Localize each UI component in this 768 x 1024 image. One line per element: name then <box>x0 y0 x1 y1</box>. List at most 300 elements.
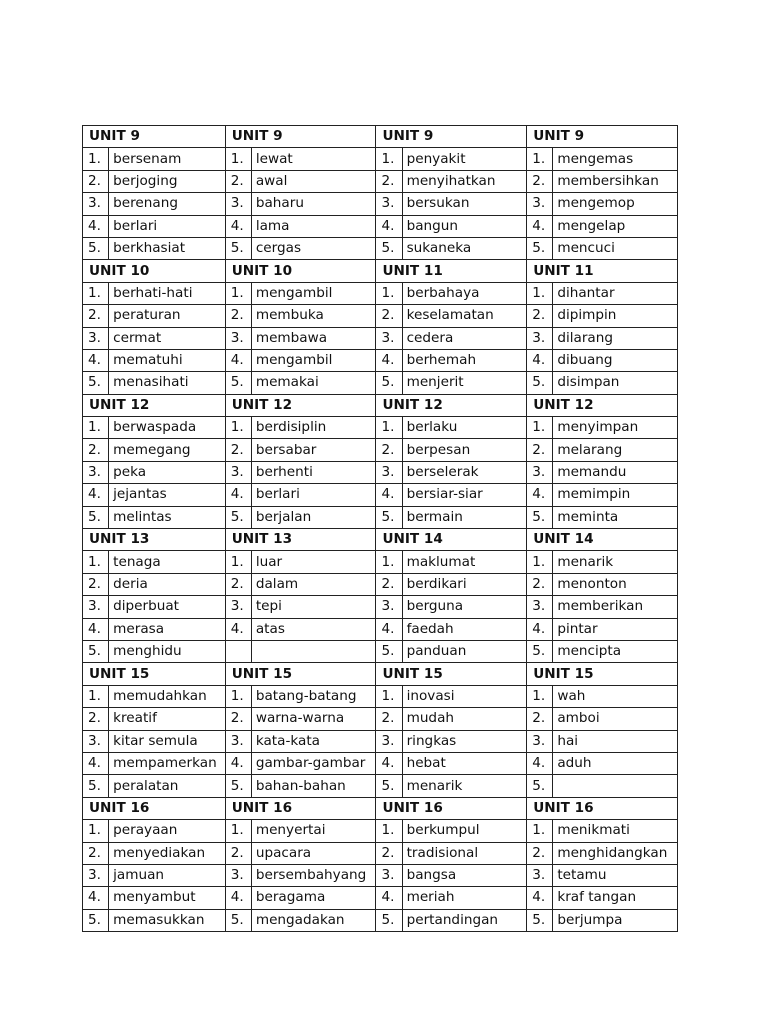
item-number: 5. <box>527 775 553 797</box>
vocabulary-word: baharu <box>251 193 376 215</box>
item-number: 5. <box>527 237 553 259</box>
table-row <box>83 237 678 259</box>
table-row <box>83 170 678 192</box>
vocabulary-word: disimpan <box>553 372 678 394</box>
item-number: 5. <box>83 909 109 931</box>
item-number: 2. <box>83 842 109 864</box>
item-number: 4. <box>527 752 553 774</box>
item-number: 1. <box>83 417 109 439</box>
vocabulary-word: menasihati <box>109 372 226 394</box>
unit-header: UNIT 9 <box>376 126 527 148</box>
item-number: 5. <box>225 506 251 528</box>
table-row <box>83 842 678 864</box>
vocabulary-word: tetamu <box>553 864 678 886</box>
table-row <box>83 618 678 640</box>
vocabulary-word: upacara <box>251 842 376 864</box>
item-number: 5. <box>225 909 251 931</box>
item-number: 4. <box>225 215 251 237</box>
item-number: 3. <box>527 461 553 483</box>
item-number: 4. <box>83 618 109 640</box>
item-number: 4. <box>527 215 553 237</box>
vocabulary-word: mencipta <box>553 640 678 662</box>
item-number: 4. <box>83 484 109 506</box>
vocabulary-word: inovasi <box>402 685 527 707</box>
item-number: 1. <box>225 551 251 573</box>
vocabulary-word: menarik <box>402 775 527 797</box>
item-number: 5. <box>376 372 402 394</box>
item-number: 2. <box>225 573 251 595</box>
item-number: 1. <box>225 282 251 304</box>
unit-header: UNIT 11 <box>376 260 527 282</box>
unit-header: UNIT 15 <box>376 663 527 685</box>
item-number: 4. <box>376 618 402 640</box>
unit-header: UNIT 12 <box>527 394 678 416</box>
item-number: 2. <box>225 842 251 864</box>
item-number: 1. <box>527 282 553 304</box>
item-number: 5. <box>83 640 109 662</box>
vocabulary-word: membuka <box>251 305 376 327</box>
vocabulary-word: berkhasiat <box>109 237 226 259</box>
vocabulary-word: amboi <box>553 708 678 730</box>
vocabulary-word: berbahaya <box>402 282 527 304</box>
vocabulary-word: merasa <box>109 618 226 640</box>
item-number: 4. <box>225 887 251 909</box>
item-number: 2. <box>225 439 251 461</box>
vocabulary-word: mencuci <box>553 237 678 259</box>
item-number: 1. <box>527 417 553 439</box>
vocabulary-word: menghidangkan <box>553 842 678 864</box>
vocabulary-word: cedera <box>402 327 527 349</box>
item-number: 1. <box>376 820 402 842</box>
vocabulary-word: warna-warna <box>251 708 376 730</box>
vocabulary-word: memakai <box>251 372 376 394</box>
item-number: 5. <box>376 909 402 931</box>
vocabulary-word: mengambil <box>251 282 376 304</box>
vocabulary-word: awal <box>251 170 376 192</box>
item-number: 2. <box>527 170 553 192</box>
item-number: 1. <box>83 551 109 573</box>
unit-header: UNIT 12 <box>376 394 527 416</box>
item-number: 5. <box>83 372 109 394</box>
item-number: 5. <box>376 775 402 797</box>
unit-header: UNIT 9 <box>83 126 226 148</box>
vocabulary-word: berlaku <box>402 417 527 439</box>
table-row <box>83 887 678 909</box>
vocabulary-word: berjumpa <box>553 909 678 931</box>
table-row <box>83 439 678 461</box>
table-row <box>83 775 678 797</box>
unit-header: UNIT 12 <box>225 394 376 416</box>
item-number: 1. <box>376 282 402 304</box>
unit-header: UNIT 15 <box>527 663 678 685</box>
item-number: 5. <box>83 775 109 797</box>
item-number: 2. <box>225 305 251 327</box>
item-number: 3. <box>376 327 402 349</box>
vocabulary-word: batang-batang <box>251 685 376 707</box>
unit-header-row <box>83 663 678 685</box>
vocabulary-word: tradisional <box>402 842 527 864</box>
vocabulary-word: dalam <box>251 573 376 595</box>
vocabulary-word: lama <box>251 215 376 237</box>
unit-header: UNIT 12 <box>83 394 226 416</box>
vocabulary-word: berkumpul <box>402 820 527 842</box>
item-number: 3. <box>376 864 402 886</box>
vocabulary-word: berpesan <box>402 439 527 461</box>
item-number: 2. <box>527 305 553 327</box>
table-row <box>83 730 678 752</box>
unit-header: UNIT 9 <box>225 126 376 148</box>
item-number: 1. <box>225 685 251 707</box>
item-number: 2. <box>83 439 109 461</box>
vocabulary-word: hai <box>553 730 678 752</box>
item-number: 3. <box>225 730 251 752</box>
item-number: 2. <box>83 170 109 192</box>
vocabulary-word: peka <box>109 461 226 483</box>
item-number: 4. <box>376 887 402 909</box>
item-number: 1. <box>83 148 109 170</box>
item-number: 5. <box>225 775 251 797</box>
vocabulary-table <box>82 125 678 932</box>
item-number: 2. <box>376 708 402 730</box>
vocabulary-word: berhati-hati <box>109 282 226 304</box>
unit-header: UNIT 13 <box>83 529 226 551</box>
table-row <box>83 349 678 371</box>
table-row <box>83 148 678 170</box>
item-number: 2. <box>527 439 553 461</box>
vocabulary-word: memberikan <box>553 596 678 618</box>
item-number: 2. <box>376 170 402 192</box>
item-number: 1. <box>527 148 553 170</box>
vocabulary-word: mudah <box>402 708 527 730</box>
unit-header: UNIT 16 <box>527 797 678 819</box>
item-number: 5. <box>225 237 251 259</box>
vocabulary-word: bermain <box>402 506 527 528</box>
vocabulary-word: bahan-bahan <box>251 775 376 797</box>
item-number: 3. <box>527 730 553 752</box>
vocabulary-word: kraf tangan <box>553 887 678 909</box>
unit-header-row <box>83 126 678 148</box>
vocabulary-word: menarik <box>553 551 678 573</box>
vocabulary-word: memegang <box>109 439 226 461</box>
vocabulary-word: bersembahyang <box>251 864 376 886</box>
item-number: 3. <box>376 596 402 618</box>
item-number: 1. <box>83 820 109 842</box>
item-number: 1. <box>376 417 402 439</box>
vocabulary-word: mengemas <box>553 148 678 170</box>
item-number: 3. <box>376 461 402 483</box>
vocabulary-word: tepi <box>251 596 376 618</box>
vocabulary-word: mengadakan <box>251 909 376 931</box>
vocabulary-word: gambar-gambar <box>251 752 376 774</box>
item-number: 3. <box>527 327 553 349</box>
vocabulary-word: panduan <box>402 640 527 662</box>
vocabulary-word: berguna <box>402 596 527 618</box>
vocabulary-word: mematuhi <box>109 349 226 371</box>
vocabulary-word: luar <box>251 551 376 573</box>
vocabulary-word: berdikari <box>402 573 527 595</box>
vocabulary-word: menghidu <box>109 640 226 662</box>
table-row <box>83 864 678 886</box>
item-number: 1. <box>83 282 109 304</box>
item-number: 5. <box>376 640 402 662</box>
vocabulary-word: memudahkan <box>109 685 226 707</box>
table-row <box>83 305 678 327</box>
vocabulary-word: diperbuat <box>109 596 226 618</box>
item-number: 4. <box>225 752 251 774</box>
vocabulary-word: atas <box>251 618 376 640</box>
unit-header: UNIT 14 <box>376 529 527 551</box>
item-number: 2. <box>376 842 402 864</box>
unit-header: UNIT 11 <box>527 260 678 282</box>
vocabulary-word: menjerit <box>402 372 527 394</box>
table-row <box>83 461 678 483</box>
table-row <box>83 685 678 707</box>
vocabulary-word: memandu <box>553 461 678 483</box>
table-row <box>83 193 678 215</box>
table-row <box>83 417 678 439</box>
vocabulary-word: penyakit <box>402 148 527 170</box>
vocabulary-word: mengemop <box>553 193 678 215</box>
vocabulary-word: dibuang <box>553 349 678 371</box>
vocabulary-word: dipimpin <box>553 305 678 327</box>
unit-header: UNIT 14 <box>527 529 678 551</box>
vocabulary-word: berlari <box>109 215 226 237</box>
item-number <box>225 640 251 662</box>
vocabulary-word: faedah <box>402 618 527 640</box>
item-number: 2. <box>527 573 553 595</box>
item-number: 4. <box>83 349 109 371</box>
item-number: 5. <box>376 506 402 528</box>
vocabulary-word: beragama <box>251 887 376 909</box>
vocabulary-word: peralatan <box>109 775 226 797</box>
unit-header: UNIT 16 <box>376 797 527 819</box>
item-number: 3. <box>225 596 251 618</box>
vocabulary-word: sukaneka <box>402 237 527 259</box>
vocabulary-word: meriah <box>402 887 527 909</box>
vocabulary-word: menyihatkan <box>402 170 527 192</box>
table-row <box>83 596 678 618</box>
item-number: 2. <box>376 573 402 595</box>
vocabulary-word: membawa <box>251 327 376 349</box>
unit-header: UNIT 10 <box>83 260 226 282</box>
item-number: 1. <box>225 148 251 170</box>
item-number: 4. <box>527 349 553 371</box>
item-number: 1. <box>376 551 402 573</box>
vocabulary-word: maklumat <box>402 551 527 573</box>
item-number: 1. <box>527 685 553 707</box>
item-number: 2. <box>225 708 251 730</box>
item-number: 2. <box>376 439 402 461</box>
vocabulary-word: cergas <box>251 237 376 259</box>
vocabulary-word: bangsa <box>402 864 527 886</box>
vocabulary-word <box>251 640 376 662</box>
item-number: 5. <box>527 909 553 931</box>
item-number: 3. <box>83 596 109 618</box>
item-number: 4. <box>376 752 402 774</box>
item-number: 4. <box>83 752 109 774</box>
vocabulary-word <box>553 775 678 797</box>
item-number: 4. <box>83 215 109 237</box>
item-number: 1. <box>527 820 553 842</box>
vocabulary-word: memasukkan <box>109 909 226 931</box>
vocabulary-word: membersihkan <box>553 170 678 192</box>
unit-header: UNIT 10 <box>225 260 376 282</box>
item-number: 3. <box>83 461 109 483</box>
item-number: 5. <box>376 237 402 259</box>
item-number: 2. <box>527 708 553 730</box>
table-row <box>83 506 678 528</box>
vocabulary-word: pertandingan <box>402 909 527 931</box>
item-number: 2. <box>527 842 553 864</box>
item-number: 5. <box>527 372 553 394</box>
item-number: 3. <box>225 864 251 886</box>
item-number: 3. <box>527 193 553 215</box>
item-number: 3. <box>527 864 553 886</box>
unit-header-row <box>83 529 678 551</box>
vocabulary-word: menonton <box>553 573 678 595</box>
vocabulary-word: melarang <box>553 439 678 461</box>
vocabulary-word: lewat <box>251 148 376 170</box>
item-number: 2. <box>376 305 402 327</box>
vocabulary-word: jamuan <box>109 864 226 886</box>
vocabulary-word: kitar semula <box>109 730 226 752</box>
item-number: 1. <box>376 685 402 707</box>
vocabulary-word: bersabar <box>251 439 376 461</box>
item-number: 3. <box>225 327 251 349</box>
vocabulary-word: berjoging <box>109 170 226 192</box>
vocabulary-word: wah <box>553 685 678 707</box>
item-number: 3. <box>225 193 251 215</box>
table-row <box>83 708 678 730</box>
vocabulary-word: berhemah <box>402 349 527 371</box>
vocabulary-word: bersukan <box>402 193 527 215</box>
vocabulary-word: memimpin <box>553 484 678 506</box>
unit-header: UNIT 9 <box>527 126 678 148</box>
vocabulary-word: berlari <box>251 484 376 506</box>
vocabulary-word: bangun <box>402 215 527 237</box>
unit-header: UNIT 15 <box>225 663 376 685</box>
table-row <box>83 484 678 506</box>
table-row <box>83 752 678 774</box>
unit-header-row <box>83 797 678 819</box>
table-row <box>83 372 678 394</box>
unit-header: UNIT 16 <box>225 797 376 819</box>
item-number: 4. <box>527 618 553 640</box>
item-number: 1. <box>527 551 553 573</box>
vocabulary-word: aduh <box>553 752 678 774</box>
vocabulary-table-body <box>83 126 678 932</box>
vocabulary-word: berenang <box>109 193 226 215</box>
vocabulary-word: berwaspada <box>109 417 226 439</box>
vocabulary-word: bersiar-siar <box>402 484 527 506</box>
vocabulary-word: dihantar <box>553 282 678 304</box>
item-number: 4. <box>83 887 109 909</box>
item-number: 5. <box>527 506 553 528</box>
vocabulary-word: menyertai <box>251 820 376 842</box>
item-number: 1. <box>225 417 251 439</box>
vocabulary-word: berselerak <box>402 461 527 483</box>
item-number: 3. <box>83 730 109 752</box>
vocabulary-word: berdisiplin <box>251 417 376 439</box>
vocabulary-word: meminta <box>553 506 678 528</box>
table-row <box>83 573 678 595</box>
table-row <box>83 282 678 304</box>
table-row <box>83 215 678 237</box>
vocabulary-word: dilarang <box>553 327 678 349</box>
item-number: 3. <box>225 461 251 483</box>
vocabulary-word: menyimpan <box>553 417 678 439</box>
item-number: 4. <box>376 484 402 506</box>
item-number: 1. <box>83 685 109 707</box>
unit-header-row <box>83 260 678 282</box>
table-row <box>83 909 678 931</box>
item-number: 4. <box>225 618 251 640</box>
unit-header: UNIT 16 <box>83 797 226 819</box>
item-number: 1. <box>376 148 402 170</box>
vocabulary-word: hebat <box>402 752 527 774</box>
vocabulary-word: kata-kata <box>251 730 376 752</box>
table-row <box>83 820 678 842</box>
item-number: 4. <box>527 887 553 909</box>
vocabulary-word: pintar <box>553 618 678 640</box>
table-row <box>83 640 678 662</box>
vocabulary-word: mengelap <box>553 215 678 237</box>
unit-header-row <box>83 394 678 416</box>
vocabulary-word: tenaga <box>109 551 226 573</box>
item-number: 1. <box>225 820 251 842</box>
item-number: 4. <box>376 349 402 371</box>
vocabulary-word: bersenam <box>109 148 226 170</box>
vocabulary-word: kreatif <box>109 708 226 730</box>
item-number: 3. <box>527 596 553 618</box>
item-number: 3. <box>83 327 109 349</box>
item-number: 2. <box>225 170 251 192</box>
vocabulary-word: menyediakan <box>109 842 226 864</box>
item-number: 3. <box>376 730 402 752</box>
vocabulary-word: melintas <box>109 506 226 528</box>
item-number: 3. <box>83 193 109 215</box>
item-number: 5. <box>225 372 251 394</box>
vocabulary-word: mempamerkan <box>109 752 226 774</box>
item-number: 2. <box>83 573 109 595</box>
vocabulary-word: keselamatan <box>402 305 527 327</box>
vocabulary-word: jejantas <box>109 484 226 506</box>
vocabulary-word: berhenti <box>251 461 376 483</box>
unit-header: UNIT 15 <box>83 663 226 685</box>
item-number: 2. <box>83 305 109 327</box>
vocabulary-word: ringkas <box>402 730 527 752</box>
item-number: 5. <box>83 237 109 259</box>
unit-header: UNIT 13 <box>225 529 376 551</box>
item-number: 4. <box>225 484 251 506</box>
item-number: 3. <box>376 193 402 215</box>
vocabulary-word: berjalan <box>251 506 376 528</box>
item-number: 5. <box>527 640 553 662</box>
vocabulary-word: perayaan <box>109 820 226 842</box>
table-row <box>83 327 678 349</box>
item-number: 4. <box>225 349 251 371</box>
vocabulary-word: peraturan <box>109 305 226 327</box>
vocabulary-word: menikmati <box>553 820 678 842</box>
item-number: 2. <box>83 708 109 730</box>
item-number: 3. <box>83 864 109 886</box>
item-number: 4. <box>376 215 402 237</box>
vocabulary-word: menyambut <box>109 887 226 909</box>
vocabulary-word: mengambil <box>251 349 376 371</box>
table-row <box>83 551 678 573</box>
item-number: 5. <box>83 506 109 528</box>
vocabulary-word: deria <box>109 573 226 595</box>
